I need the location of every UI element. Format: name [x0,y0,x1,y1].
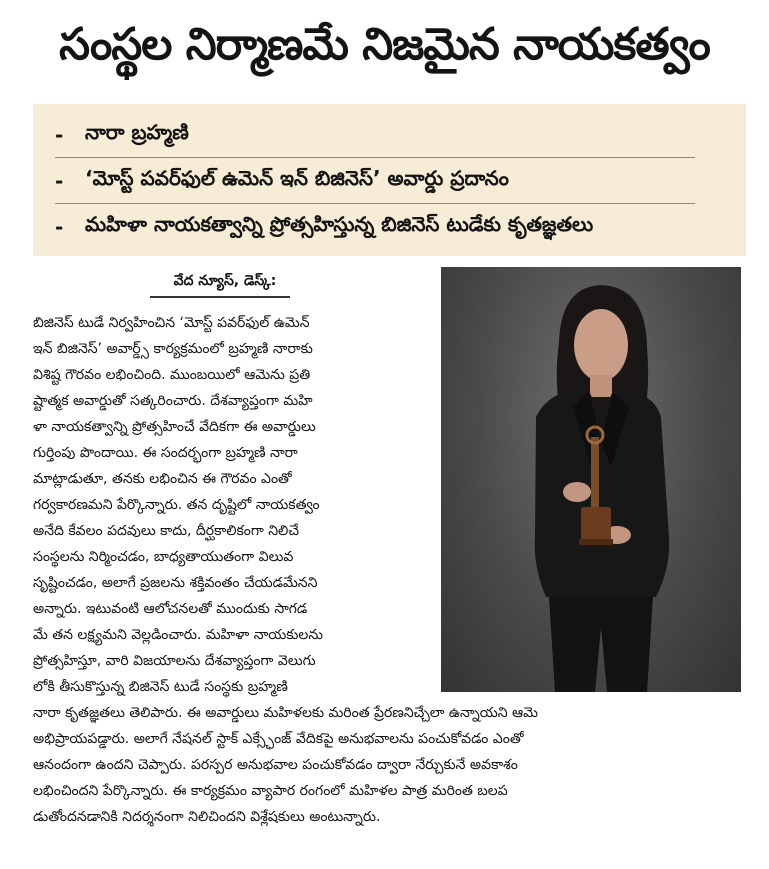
bullet-dash: - [55,214,64,239]
byline: వేద న్యూస్, డెస్క్: [173,273,277,289]
body-line: మాట్లాడుతూ, తనకు లభించిన ఈ గౌరవం ఎంతో [33,471,292,487]
highlight-text: నారా బ్రహ్మణి [85,120,189,144]
body-line: ప్రోత్సహిస్తూ, వారి విజయాలను దేశవ్యాప్తంగా వెలుగు [33,653,316,669]
body-line: మే తన లక్ష్యమని వెల్లడించారు. మహిళా నాయకులను [33,627,323,643]
byline-underline [150,296,290,298]
body-line: డుతోందనడానికి నిదర్శనంగా నిలిచిందని విశ్లేషకులు అంటున్నారు. [33,809,381,825]
body-line: సృష్టించడం, అలాగే ప్రజలను శక్తివంతం చేయడమేనని [33,575,318,591]
body-line: ఆనందంగా ఉందని చెప్పారు. పరస్పర అనుభవాల పంచుకోవడం ద్వారా నేర్చుకునే అవకాశం [33,757,518,773]
body-line: అనేది కేవలం పదవులు కాదు, దీర్ఘకాలికంగా నిలిచే [33,523,299,539]
body-line: అభిప్రాయపడ్డారు. అలాగే నేషనల్ స్టాక్ ఎక్స్ఛేంజ్ వేదికపై అనుభవాలను పంచుకోవడం ఎంతో [33,731,524,747]
body-line: సంస్థలను నిర్మించడం, బాధ్యతాయుతంగా విలువ [33,549,294,565]
highlight-text: మహిళా నాయకత్వాన్ని ప్రోత్సహిస్తున్న బిజినెస్ టుడేకు కృతజ్ఞతలు [85,212,594,236]
bullet-dash: - [55,122,64,147]
body-line: బిజినెస్ టుడే నిర్వహించిన ‘మోస్ట్ పవర్‌ఫుల్ ఉమెన్ [33,315,310,331]
headline: సంస్థల నిర్మాణమే నిజమైన నాయకత్వం [59,19,710,70]
highlights-box [33,104,746,256]
highlight-item [55,204,746,249]
body-line: నారా కృతజ్ఞతలు తెలిపారు. ఈ అవార్డులు మహిళలకు మరింత ప్రేరణనిచ్చేలా ఉన్నాయని ఆమె [33,705,538,721]
highlight-item [55,112,746,157]
body-line: ళా నాయకత్వాన్ని ప్రోత్సహించే వేదికగా ఈ అవార్డులు [33,419,316,435]
highlight-text: ‘మోస్ట్ పవర్‌ఫుల్ ఉమెన్ ఇన్ బిజినెస్’ అవార్డు ప్రదానం [85,166,509,190]
article-body [33,310,745,830]
body-line: విశిష్ట గౌరవం లభించింది. ముంబయిలో ఆమెను ప్రతి [33,367,311,383]
body-line: ఇన్ బిజినెస్’ అవార్డ్స్ కార్యక్రమంలో బ్రహ్మణి నారాకు [33,341,313,357]
body-line: ష్టాత్మక అవార్డుతో సత్కరించారు. దేశవ్యాప్తంగా మహి [33,393,313,409]
body-line: గుర్తింపు పొందాయి. ఈ సందర్భంగా బ్రహ్మణి నారా [33,445,298,461]
body-line: లభించిందని పేర్కొన్నారు. ఈ కార్యక్రమం వ్యాపార రంగంలో మహిళల పాత్ర మరింత బలప [33,783,508,799]
highlight-item [55,158,746,203]
body-line: అన్నారు. ఇటువంటి ఆలోచనలతో ముందుకు సాగడ [33,601,308,617]
bullet-dash: - [55,168,64,193]
body-line: లోకి తీసుకొస్తున్న బిజినెస్ టుడే సంస్థకు బ్రహ్మణి [33,679,288,695]
body-line: గర్వకారణమని పేర్కొన్నారు. తన దృష్టిలో నాయకత్వం [33,497,320,513]
